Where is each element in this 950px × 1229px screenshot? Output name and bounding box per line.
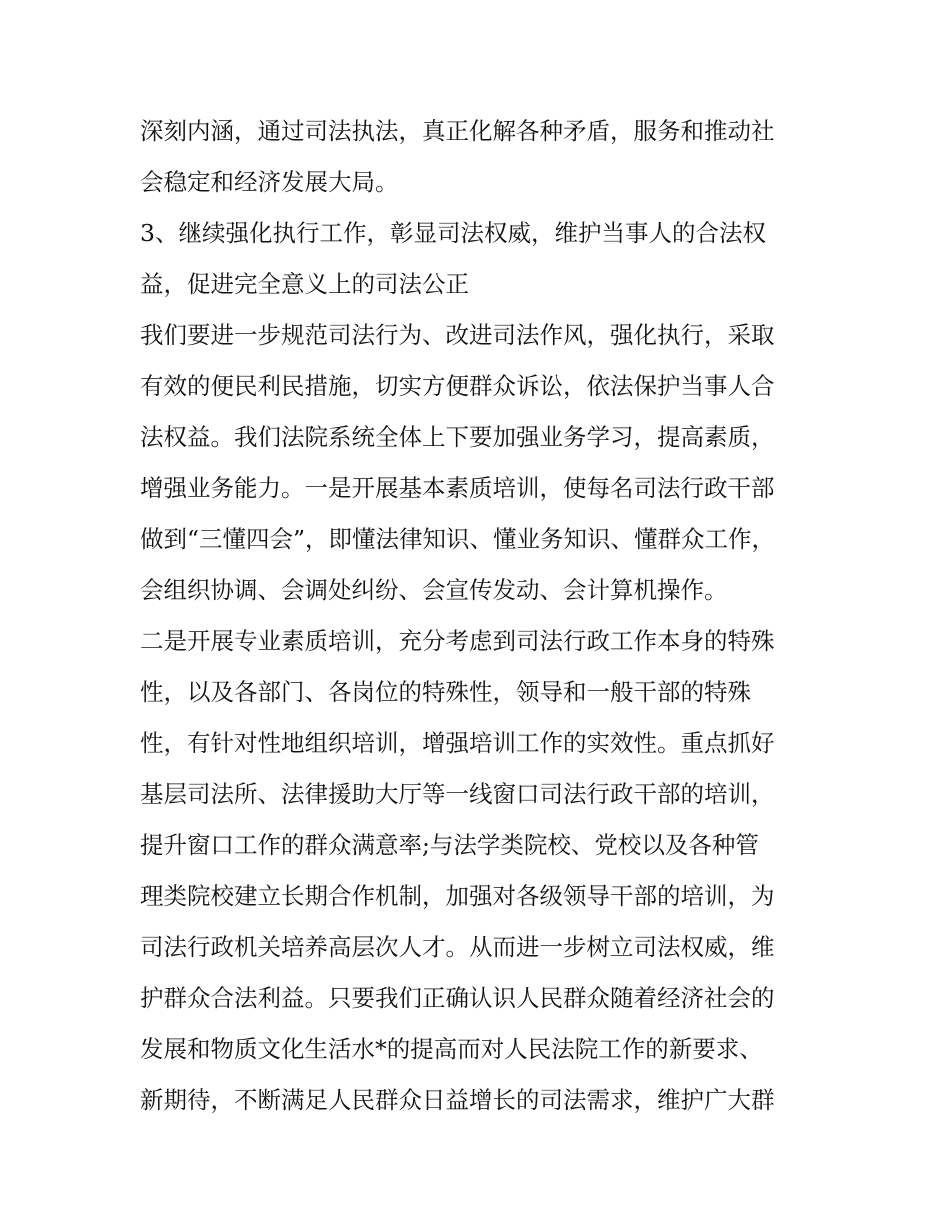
body-text <box>140 106 820 1126</box>
text-line: 护群众合法利益。只要我们正确认识人民群众随着经济社会的 <box>140 984 775 1012</box>
text-line: 提升窗口工作的群众满意率;与法学类院校、党校以及各种管 <box>140 831 759 859</box>
section-heading-line: 3、继续强化执行工作，彰显司法权威，维护当事人的合法权 <box>140 219 766 247</box>
text-line: 有效的便民利民措施，切实方便群众诉讼，依法保护当事人合 <box>140 372 775 400</box>
text-line: 会稳定和经济发展大局。 <box>140 168 399 196</box>
text-line: 发展和物质文化生活水*的提高而对人民法院工作的新要求、 <box>140 1035 763 1063</box>
text-line: 基层司法所、法律援助大厅等一线窗口司法行政干部的培训， <box>140 780 775 808</box>
text-line: 做到“三懂四会”，即懂法律知识、懂业务知识、懂群众工作， <box>140 525 776 553</box>
text-line: 二是开展专业素质培训，充分考虑到司法行政工作本身的特殊 <box>140 627 775 655</box>
text-line: 新期待，不断满足人民群众日益增长的司法需求，维护广大群 <box>140 1086 775 1114</box>
text-line: 法权益。我们法院系统全体上下要加强业务学习，提高素质， <box>140 423 775 451</box>
section-heading-line: 益，促进完全意义上的司法公正 <box>140 270 469 298</box>
text-line: 性，有针对性地组织培训，增强培训工作的实效性。重点抓好 <box>140 729 775 757</box>
text-line: 会组织协调、会调处纠纷、会宣传发动、会计算机操作。 <box>140 576 728 604</box>
text-line: 增强业务能力。一是开展基本素质培训，使每名司法行政干部 <box>140 474 775 502</box>
text-line: 我们要进一步规范司法行为、改进司法作风，强化执行，采取 <box>140 321 775 349</box>
text-line: 深刻内涵，通过司法执法，真正化解各种矛盾，服务和推动社 <box>140 117 775 145</box>
text-line: 理类院校建立长期合作机制，加强对各级领导干部的培训，为 <box>140 882 775 910</box>
text-line: 性，以及各部门、各岗位的特殊性，领导和一般干部的特殊 <box>140 678 751 706</box>
text-line: 司法行政机关培养高层次人才。从而进一步树立司法权威，维 <box>140 933 775 961</box>
